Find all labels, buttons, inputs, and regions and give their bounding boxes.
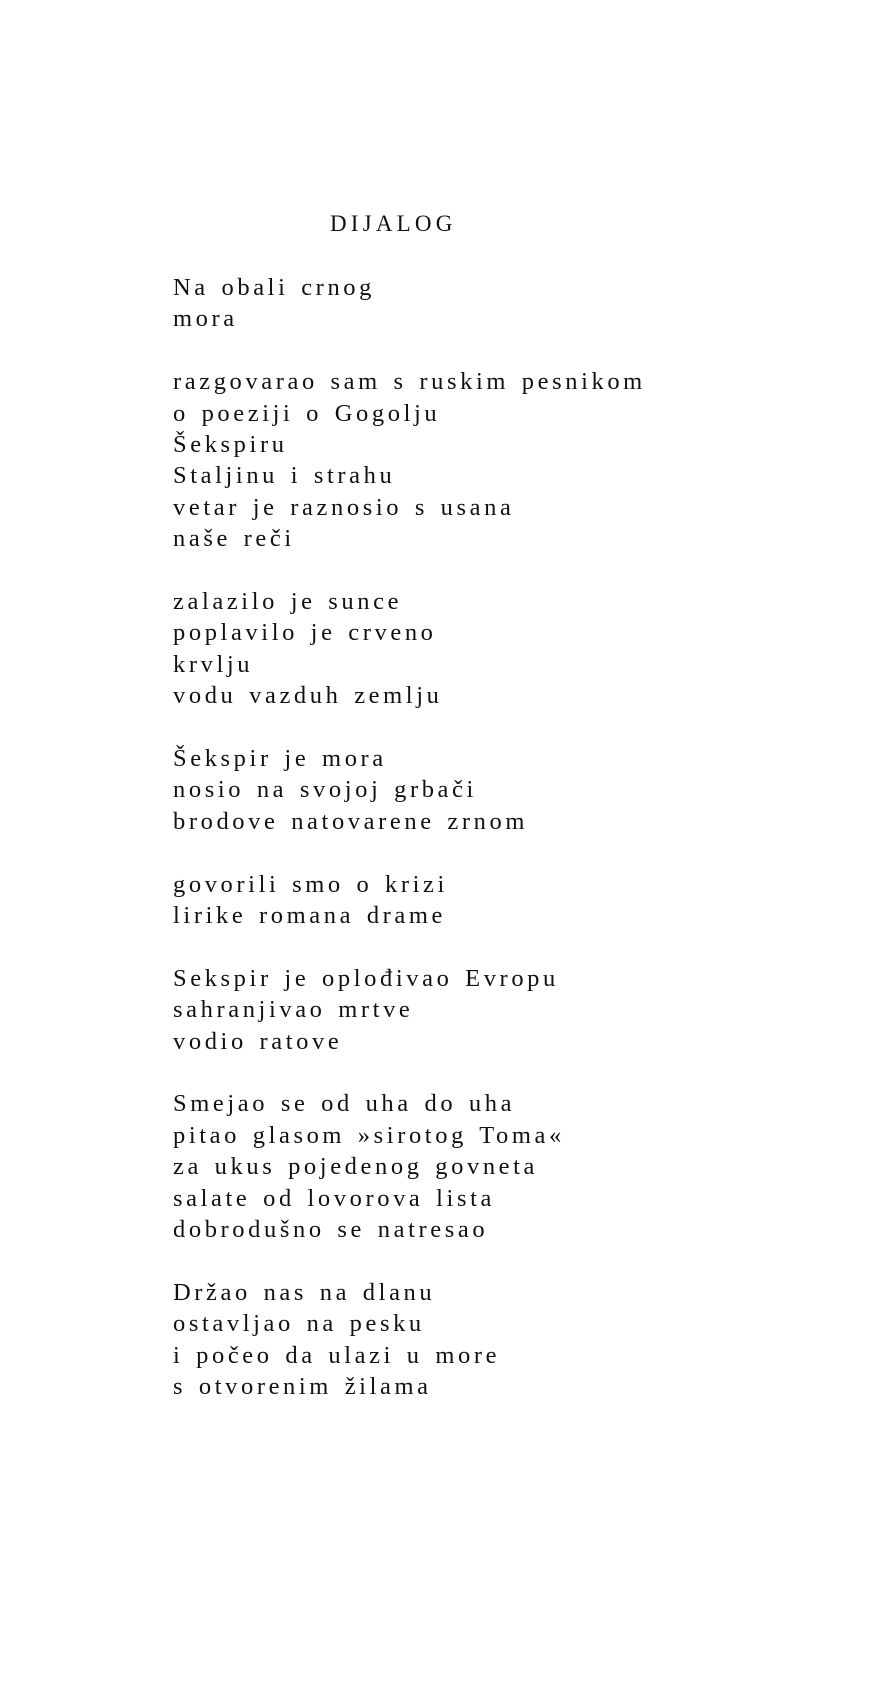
poem-line: razgovarao sam s ruskim pesnikom bbox=[173, 368, 646, 396]
poem-line: brodove natovarene zrnom bbox=[173, 807, 528, 835]
poem-line: pitao glasom »sirotog Toma« bbox=[173, 1121, 565, 1149]
stanza bbox=[173, 366, 646, 554]
poem-line: Na obali crnog bbox=[173, 274, 375, 301]
stanza bbox=[173, 1088, 646, 1245]
poem-line: dobrodušno se natresao bbox=[173, 1216, 489, 1244]
stanza bbox=[173, 586, 646, 712]
poem-title: DIJALOG bbox=[330, 211, 457, 236]
poem-line: Držao nas na dlanu bbox=[173, 1278, 436, 1306]
poem-line: s otvorenim žilama bbox=[173, 1373, 432, 1401]
poem-line: ostavljao na pesku bbox=[173, 1310, 425, 1338]
stanza bbox=[173, 1277, 646, 1403]
poem-line: o poeziji o Gogolju bbox=[173, 399, 441, 427]
poem-line: vodio ratove bbox=[173, 1027, 343, 1055]
poem-line: govorili smo o krizi bbox=[173, 870, 448, 898]
poem-line: za ukus pojedenog govneta bbox=[173, 1153, 539, 1181]
poem-line: krvlju bbox=[173, 650, 254, 678]
stanza bbox=[173, 272, 646, 335]
poem-line: lirike romana drame bbox=[173, 902, 447, 930]
poem-line: i počeo da ulazi u more bbox=[173, 1341, 501, 1369]
poem-line: vetar je raznosio s usana bbox=[173, 493, 515, 521]
poem-line: zalazilo je sunce bbox=[173, 588, 403, 616]
poem-body bbox=[173, 272, 646, 1434]
stanza bbox=[173, 869, 646, 932]
poem-line: poplavilo je crveno bbox=[173, 619, 437, 647]
poem-line: Šekspiru bbox=[173, 431, 288, 459]
poem-line: nosio na svojoj grbači bbox=[173, 776, 477, 804]
poem-line: vodu vazduh zemlju bbox=[173, 682, 443, 710]
poem-line: sahranjivao mrtve bbox=[173, 996, 414, 1024]
poem-line: Sekspir je oplođivao Evropu bbox=[173, 964, 559, 992]
poem-line: salate od lovorova lista bbox=[173, 1184, 495, 1212]
poem-line: naše reči bbox=[173, 525, 295, 553]
poem-line: Smejao se od uha do uha bbox=[173, 1090, 516, 1118]
stanza bbox=[173, 963, 646, 1057]
stanza bbox=[173, 743, 646, 837]
poem-line: Šekspir je mora bbox=[173, 745, 387, 773]
poem-line: Staljinu i strahu bbox=[173, 462, 396, 490]
poem-line: mora bbox=[173, 305, 238, 333]
